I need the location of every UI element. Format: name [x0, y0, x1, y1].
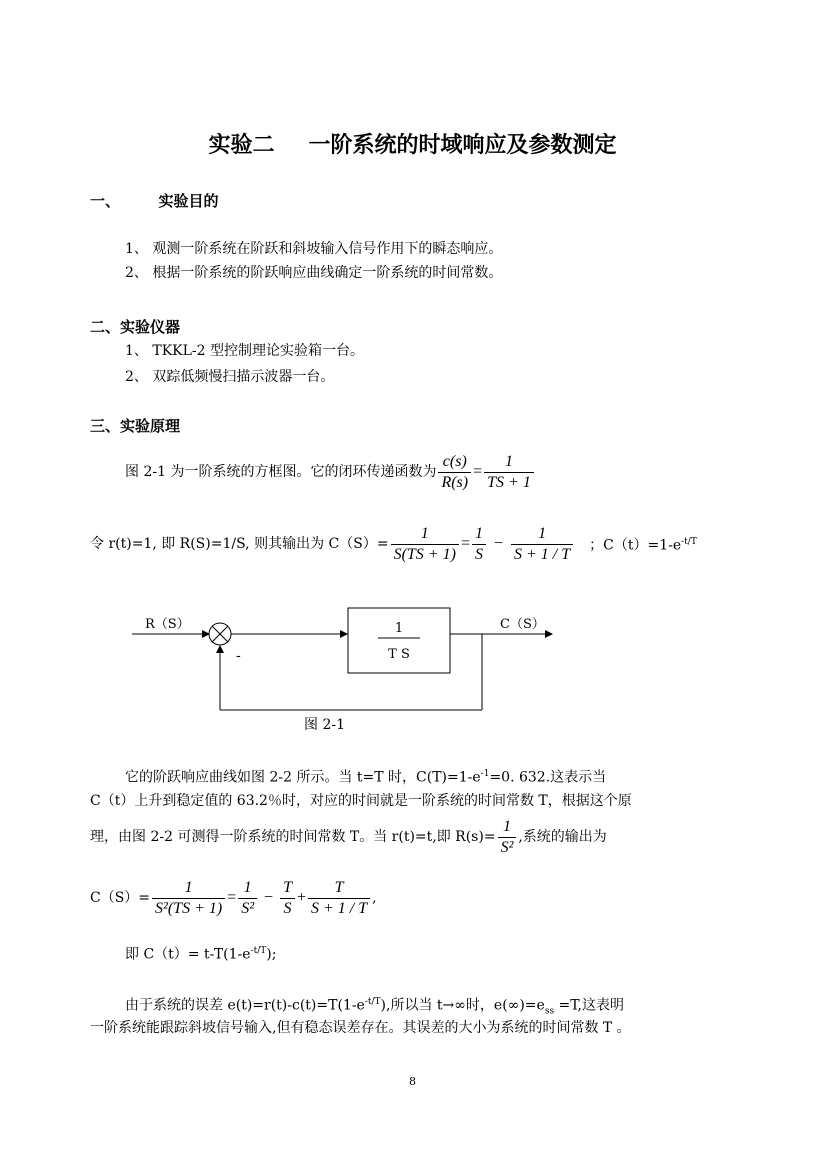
section2-item-1: 1、 TKKL-2 型控制理论实验箱一台。: [125, 343, 364, 359]
diagram-input-label: R（S）: [145, 617, 190, 632]
para3-line1: 它的阶跃响应曲线如图 2-2 所示。当 t=T 时，$C(T)=1-e^{-1}=0$. 632.这表示当: [125, 769, 607, 786]
eq4-frac2: $\frac{1}{\text{S²}}$: [238, 878, 257, 919]
title-part2: 一阶系统的时域响应及参数测定: [308, 132, 617, 158]
feedback-minus-sign: -: [236, 648, 241, 664]
section2-heading: 二、实验仪器: [90, 318, 181, 336]
output-arrow-head: [545, 630, 553, 638]
transfer-function-line: [125, 447, 536, 497]
p2-f3-num: 1: [511, 524, 573, 545]
block-den: T S: [388, 647, 410, 662]
p2-frac3: [511, 524, 573, 565]
tf-den: R(s): [441, 473, 469, 491]
p2-pre: 令 r(t)=1, 即 R(S)=1/S, 则其输出为 C（S）=: [90, 536, 389, 552]
tf-num: c(s): [438, 452, 471, 473]
step-output-line: [90, 518, 697, 570]
p2-f3-den: S + 1 / T: [514, 545, 571, 563]
p2-f1-den: S(TS + 1): [393, 545, 456, 563]
p2-minus: −: [493, 535, 503, 552]
ramp-time-response: 即 $C(t)= t-T(1-e^{-t/T})$;: [125, 946, 277, 963]
p2-f1-num: 1: [391, 524, 459, 545]
p1-text: 图 2-1 为一阶系统的方框图。它的闭环传递函数为: [125, 464, 437, 480]
eq4-frac3: $\frac{T}{S}$: [280, 878, 295, 919]
tf-lhs-fraction: [438, 452, 471, 493]
ramp-input-fraction: $\frac{1}{\text{S²}}$: [498, 817, 517, 858]
tf-rhs-fraction: [484, 452, 534, 493]
para3-line3: 理，由图 2-2 可测得一阶系统的时间常数 T。当 r(t)=t,即 R(s)= $\frac{1}{\text{S²}}$ ,系统的输出为: [90, 817, 607, 856]
section1-item-2: 2、 根据一阶系统的阶跃响应曲线确定一阶系统的时间常数。: [125, 265, 503, 281]
feedback-arrow-head: [216, 645, 224, 653]
block-num: 1: [394, 621, 404, 636]
section1-heading-text: 实验目的: [158, 192, 219, 210]
para6-line1: 由于系统的误差 $e(t)=r(t)-c(t)=T(1-e^{-t/T})$,所以当 t→∞时，$e(\infty)=e_{ss} =T$,这表明: [125, 997, 624, 1017]
title-part1: 实验二: [208, 132, 275, 158]
p2-f2-num: 1: [472, 524, 486, 545]
figure-caption: 图 2-1: [304, 717, 345, 733]
para6-line2: 一阶系统能跟踪斜坡信号输入,但有稳态误差存在。其误差的大小为系统的时间常数 T 。: [90, 1020, 631, 1036]
p2-post: ；$C(t)=1-e^{-t/T}$: [589, 537, 697, 554]
p2-frac1: [391, 524, 459, 565]
tf-rhs-num: 1: [484, 452, 534, 473]
page-title: [0, 128, 825, 159]
section1-item-1: 1、 观测一阶系统在阶跃和斜坡输入信号作用下的瞬态响应。: [125, 241, 503, 257]
section1-heading-num: 一、: [90, 192, 121, 210]
eq4-frac4: $\frac{T}{S + 1 / T}$: [308, 878, 370, 919]
ramp-output-equation: C（S）= $\frac{1}{\text{S²(TS + 1)}}$ = $\frac{1}{\text{S²}}$ − $\frac{T}{S}$ + $\frac{T}{S + 1 / T}$ ,: [90, 878, 377, 917]
para3-line2: C（t）上升到稳定值的 63.2％时，对应的时间就是一阶系统的时间常数 T，根据这个原: [90, 793, 632, 809]
section3-heading: 三、实验原理: [90, 417, 181, 435]
p2-post-sup: -t/T: [681, 537, 697, 548]
eq4-frac1: $\frac{1}{\text{S²(TS + 1)}}$: [152, 878, 225, 919]
diagram-output-label: C（S）: [500, 617, 545, 632]
p2-eq: =: [460, 535, 470, 552]
tf-eq: =: [473, 463, 483, 480]
section2-item-2: 2、 双踪低频慢扫描示波器一台。: [125, 369, 335, 385]
tf-rhs-den: TS + 1: [487, 473, 531, 491]
p2-f2-den: S: [474, 545, 483, 563]
p2-frac2: [472, 524, 486, 565]
section1-heading: [90, 190, 219, 211]
page-number: 8: [409, 1075, 416, 1088]
